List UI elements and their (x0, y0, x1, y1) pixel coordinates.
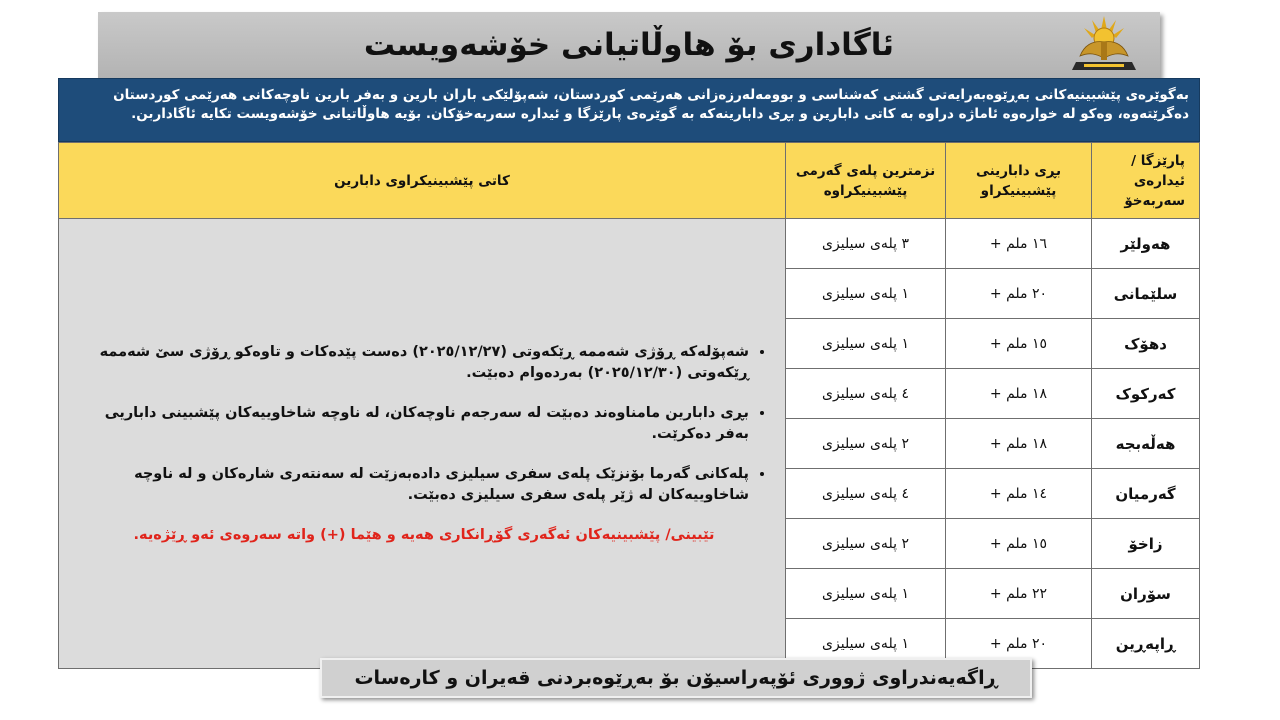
region-cell: سۆران (1092, 569, 1200, 619)
title-banner (98, 12, 1160, 78)
table-row (59, 219, 1200, 269)
amount-cell: ١٨ ملم + (946, 419, 1092, 469)
amount-cell: ١٨ ملم + (946, 369, 1092, 419)
amount-cell: ١٦ ملم + (946, 219, 1092, 269)
amount-cell: ١٥ ملم + (946, 519, 1092, 569)
min-temp-cell: ٢ پلەی سیلیزی (786, 419, 946, 469)
note-item: • پلەکانی گەرما بۆنزێک پلەی سفری سیلیزی دادەبەزێت لە سەنتەری شارەکان و لە ناوچە شاخاوییەکان لە ژێر پلەی سفری سیلیزی دەبێت. (81, 464, 749, 506)
region-cell: ڕاپەڕین (1092, 619, 1200, 669)
amount-cell: ٢٠ ملم + (946, 619, 1092, 669)
header-time: کاتی پێشبینیکراوی دابارین (59, 143, 786, 219)
min-temp-cell: ١ پلەی سیلیزی (786, 569, 946, 619)
min-temp-cell: ٤ پلەی سیلیزی (786, 369, 946, 419)
amount-cell: ٢٠ ملم + (946, 269, 1092, 319)
kurdistan-emblem-icon (1062, 12, 1146, 78)
min-temp-cell: ٤ پلەی سیلیزی (786, 469, 946, 519)
forecast-notes (59, 219, 786, 669)
min-temp-cell: ١ پلەی سیلیزی (786, 269, 946, 319)
intro-paragraph: بەگوێرەی پێشبینیەکانی بەڕێوەبەرایەتی گشتی کەشناسی و بوومەلەرزەزانی هەرێمی کوردستان، شەپۆلێکی باران بارین و بەفر بارین ناوچەکانی هەرێمی کوردستان دەگرێتەوە، وەکو لە خوارەوە ئاماژە دراوە بە کاتی دابارین و بڕی دابارینەکە بە گوێرەی پارێزگا و ئیدارە سەربەخۆکان. بۆیە هاوڵاتیانی خۆشەویست تکایە ئاگاداربن. (58, 78, 1200, 142)
header-amount: بڕی دابارینی پێشبینیکراو (946, 143, 1092, 219)
page-title: ئاگاداری بۆ هاوڵاتیانی خۆشەویست (363, 27, 895, 63)
header-min-temp: نزمترین پلەی گەرمی پێشبینیکراوە (786, 143, 946, 219)
region-cell: زاخۆ (1092, 519, 1200, 569)
region-cell: سلێمانی (1092, 269, 1200, 319)
amount-cell: ٢٢ ملم + (946, 569, 1092, 619)
warning-note: تێبینی/ پێشبینیەکان ئەگەری گۆڕانکاری هەیە و هێما (+) واتە سەروەی ئەو ڕێژەیە. (133, 526, 715, 543)
min-temp-cell: ١ پلەی سیلیزی (786, 319, 946, 369)
region-cell: هەولێر (1092, 219, 1200, 269)
min-temp-cell: ١ پلەی سیلیزی (786, 619, 946, 669)
note-item: • شەپۆلەکە ڕۆژی شەممە ڕێکەوتی (٢٠٢٥/١٢/٢٧) دەست پێدەکات و تاوەکو ڕۆژی سێ شەممە ڕێکەوتی (٢٠٢٥/١٢/٣٠) بەردەوام دەبێت. (81, 342, 749, 384)
region-cell: گەرمیان (1092, 469, 1200, 519)
region-cell: دهۆک (1092, 319, 1200, 369)
note-item: • بڕی دابارین مامناوەند دەبێت لە سەرجەم ناوچەکان، لە ناوچە شاخاوییەکان پێشبینی داباریی بەفر دەکرێت. (81, 403, 749, 445)
footer-banner: ڕاگەیەندراوی ژووری ئۆپەراسیۆن بۆ بەڕێوەبردنی قەیران و کارەسات (320, 658, 1032, 698)
min-temp-cell: ٢ پلەی سیلیزی (786, 519, 946, 569)
min-temp-cell: ٣ پلەی سیلیزی (786, 219, 946, 269)
amount-cell: ١٤ ملم + (946, 469, 1092, 519)
amount-cell: ١٥ ملم + (946, 319, 1092, 369)
header-region: پارێزگا / ئیدارەی سەربەخۆ (1092, 143, 1200, 219)
region-cell: کەرکوک (1092, 369, 1200, 419)
notes-list (81, 342, 767, 506)
region-cell: هەڵەبجە (1092, 419, 1200, 469)
forecast-table (58, 142, 1200, 669)
table-header-row (59, 143, 1200, 219)
